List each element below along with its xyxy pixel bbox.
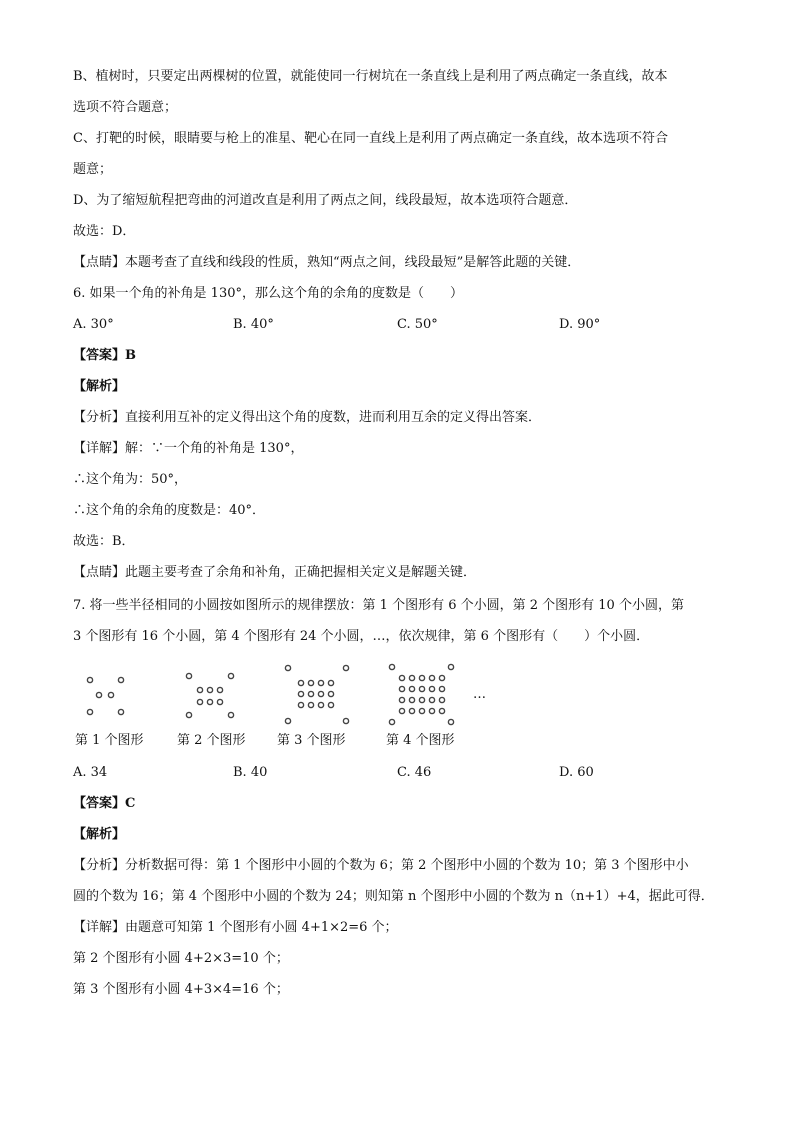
small-circle — [409, 686, 414, 691]
small-circle — [429, 675, 434, 680]
small-circle — [308, 702, 313, 707]
small-circle — [409, 708, 414, 713]
text-line: 选项不符合题意； — [73, 100, 178, 115]
small-circle — [118, 677, 123, 682]
small-circle — [448, 719, 453, 724]
small-circle — [298, 702, 303, 707]
small-circle — [318, 680, 323, 685]
small-circle — [217, 687, 222, 692]
fenxi-line: 【分析】直接利用互补的定义得出这个角的度数，进而利用互余的定义得出答案． — [73, 410, 542, 425]
option-b: B. 40° — [233, 317, 274, 332]
small-circle — [186, 712, 191, 717]
small-circle — [197, 687, 202, 692]
small-circle — [186, 673, 191, 678]
option-d: D. 60 — [559, 765, 594, 780]
figure-4 — [389, 664, 453, 724]
figure-label: 第 1 个图形 — [75, 733, 144, 748]
text-line: 题意； — [73, 162, 113, 177]
analysis-heading: 【解析】 — [73, 379, 126, 394]
small-circle — [429, 697, 434, 702]
small-circle — [343, 665, 348, 670]
answer-line: 【答案】B — [73, 348, 136, 363]
question-7-stem: 7. 将一些半径相同的小圆按如图所示的规律摆放：第 1 个图形有 6 个小圆，第 2 个图形有 10 个小圆，第 — [73, 598, 684, 613]
figure-label: 第 2 个图形 — [177, 733, 246, 748]
small-circle — [439, 697, 444, 702]
small-circle — [328, 702, 333, 707]
small-circle — [285, 665, 290, 670]
answer-line: 【答案】C — [73, 796, 136, 811]
solution-line: ∴这个角为：50°， — [73, 472, 188, 487]
small-circle — [439, 708, 444, 713]
small-circle — [228, 712, 233, 717]
analysis-heading: 【解析】 — [73, 827, 126, 842]
small-circle — [419, 686, 424, 691]
small-circle — [118, 709, 123, 714]
solution-line: 第 3 个图形有小圆 4+3×4=16 个； — [73, 982, 289, 997]
xiangjie-line: 【详解】由题意可知第 1 个图形有小圆 4+1×2=6 个； — [73, 920, 398, 935]
small-circle — [343, 718, 348, 723]
small-circle — [96, 692, 101, 697]
small-circle — [399, 675, 404, 680]
small-circle — [399, 686, 404, 691]
small-circle — [389, 664, 394, 669]
small-circle — [399, 708, 404, 713]
small-circle — [399, 697, 404, 702]
option-c: C. 46 — [397, 765, 432, 780]
option-a: A. 30° — [73, 317, 114, 332]
small-circle — [448, 664, 453, 669]
small-circle — [87, 709, 92, 714]
small-circle — [389, 719, 394, 724]
small-circle — [207, 687, 212, 692]
question-7-stem: 3 个图形有 16 个小圆，第 4 个图形有 24 个小圆，…，依次规律，第 6 个图形有（ ）个小圆． — [73, 629, 650, 644]
small-circle — [298, 691, 303, 696]
solution-line: ∴这个角的余角的度数是：40°． — [73, 503, 266, 518]
question-6-stem: 6. 如果一个角的补角是 130°，那么这个角的余角的度数是（ ） — [73, 286, 463, 301]
small-circle — [429, 708, 434, 713]
text-line: 故选：D． — [73, 224, 136, 239]
ellipsis: … — [473, 687, 486, 702]
small-circle — [439, 675, 444, 680]
text-line: C、打靶的时候，眼睛要与枪上的准星、靶心在同一直线上是利用了两点确定一条直线，故本选项不符合 — [73, 131, 668, 146]
small-circle — [318, 702, 323, 707]
small-circle — [298, 680, 303, 685]
small-circle — [328, 691, 333, 696]
figure-1 — [87, 677, 123, 714]
figure-2 — [186, 673, 233, 717]
figure-3 — [285, 665, 348, 723]
small-circle — [409, 675, 414, 680]
small-circle — [197, 699, 202, 704]
option-b: B. 40 — [233, 765, 268, 780]
small-circle — [308, 691, 313, 696]
option-d: D. 90° — [559, 317, 601, 332]
figure-label: 第 4 个图形 — [386, 733, 455, 748]
small-circle — [318, 691, 323, 696]
small-circle — [108, 692, 113, 697]
small-circle — [328, 680, 333, 685]
choice-line: 故选：B． — [73, 534, 135, 549]
text-line: D、为了缩短航程把弯曲的河道改直是利用了两点之间，线段最短，故本选项符合题意． — [73, 193, 578, 208]
fenxi-line: 【分析】分析数据可得：第 1 个图形中小圆的个数为 6；第 2 个图形中小圆的个数为 10；第 3 个图形中小 — [73, 858, 689, 873]
text-line: B、植树时，只要定出两棵树的位置，就能使同一行树坑在一条直线上是利用了两点确定一条直线，故本 — [73, 69, 668, 84]
small-circle — [419, 697, 424, 702]
small-circle — [87, 677, 92, 682]
small-circle — [228, 673, 233, 678]
small-circle — [419, 708, 424, 713]
small-circle — [308, 680, 313, 685]
small-circle — [419, 675, 424, 680]
dianjing-line: 【点睛】此题主要考查了余角和补角，正确把握相关定义是解题关键． — [73, 565, 477, 580]
small-circle — [217, 699, 222, 704]
small-circle — [409, 697, 414, 702]
solution-line: 第 2 个图形有小圆 4+2×3=10 个； — [73, 951, 289, 966]
small-circle — [207, 699, 212, 704]
small-circle — [439, 686, 444, 691]
fenxi-line: 圆的个数为 16；第 4 个图形中小圆的个数为 24；则知第 n 个图形中小圆的个数为 n（n+1）+4，据此可得． — [73, 889, 714, 904]
small-circle — [285, 718, 290, 723]
option-a: A. 34 — [73, 765, 108, 780]
dianjing-line: 【点睛】本题考查了直线和线段的性质，熟知“两点之间，线段最短”是解答此题的关键． — [73, 255, 581, 270]
option-c: C. 50° — [397, 317, 438, 332]
xiangjie-line: 【详解】解：∵一个角的补角是 130°， — [73, 441, 304, 456]
figure-label: 第 3 个图形 — [277, 733, 346, 748]
small-circle — [429, 686, 434, 691]
